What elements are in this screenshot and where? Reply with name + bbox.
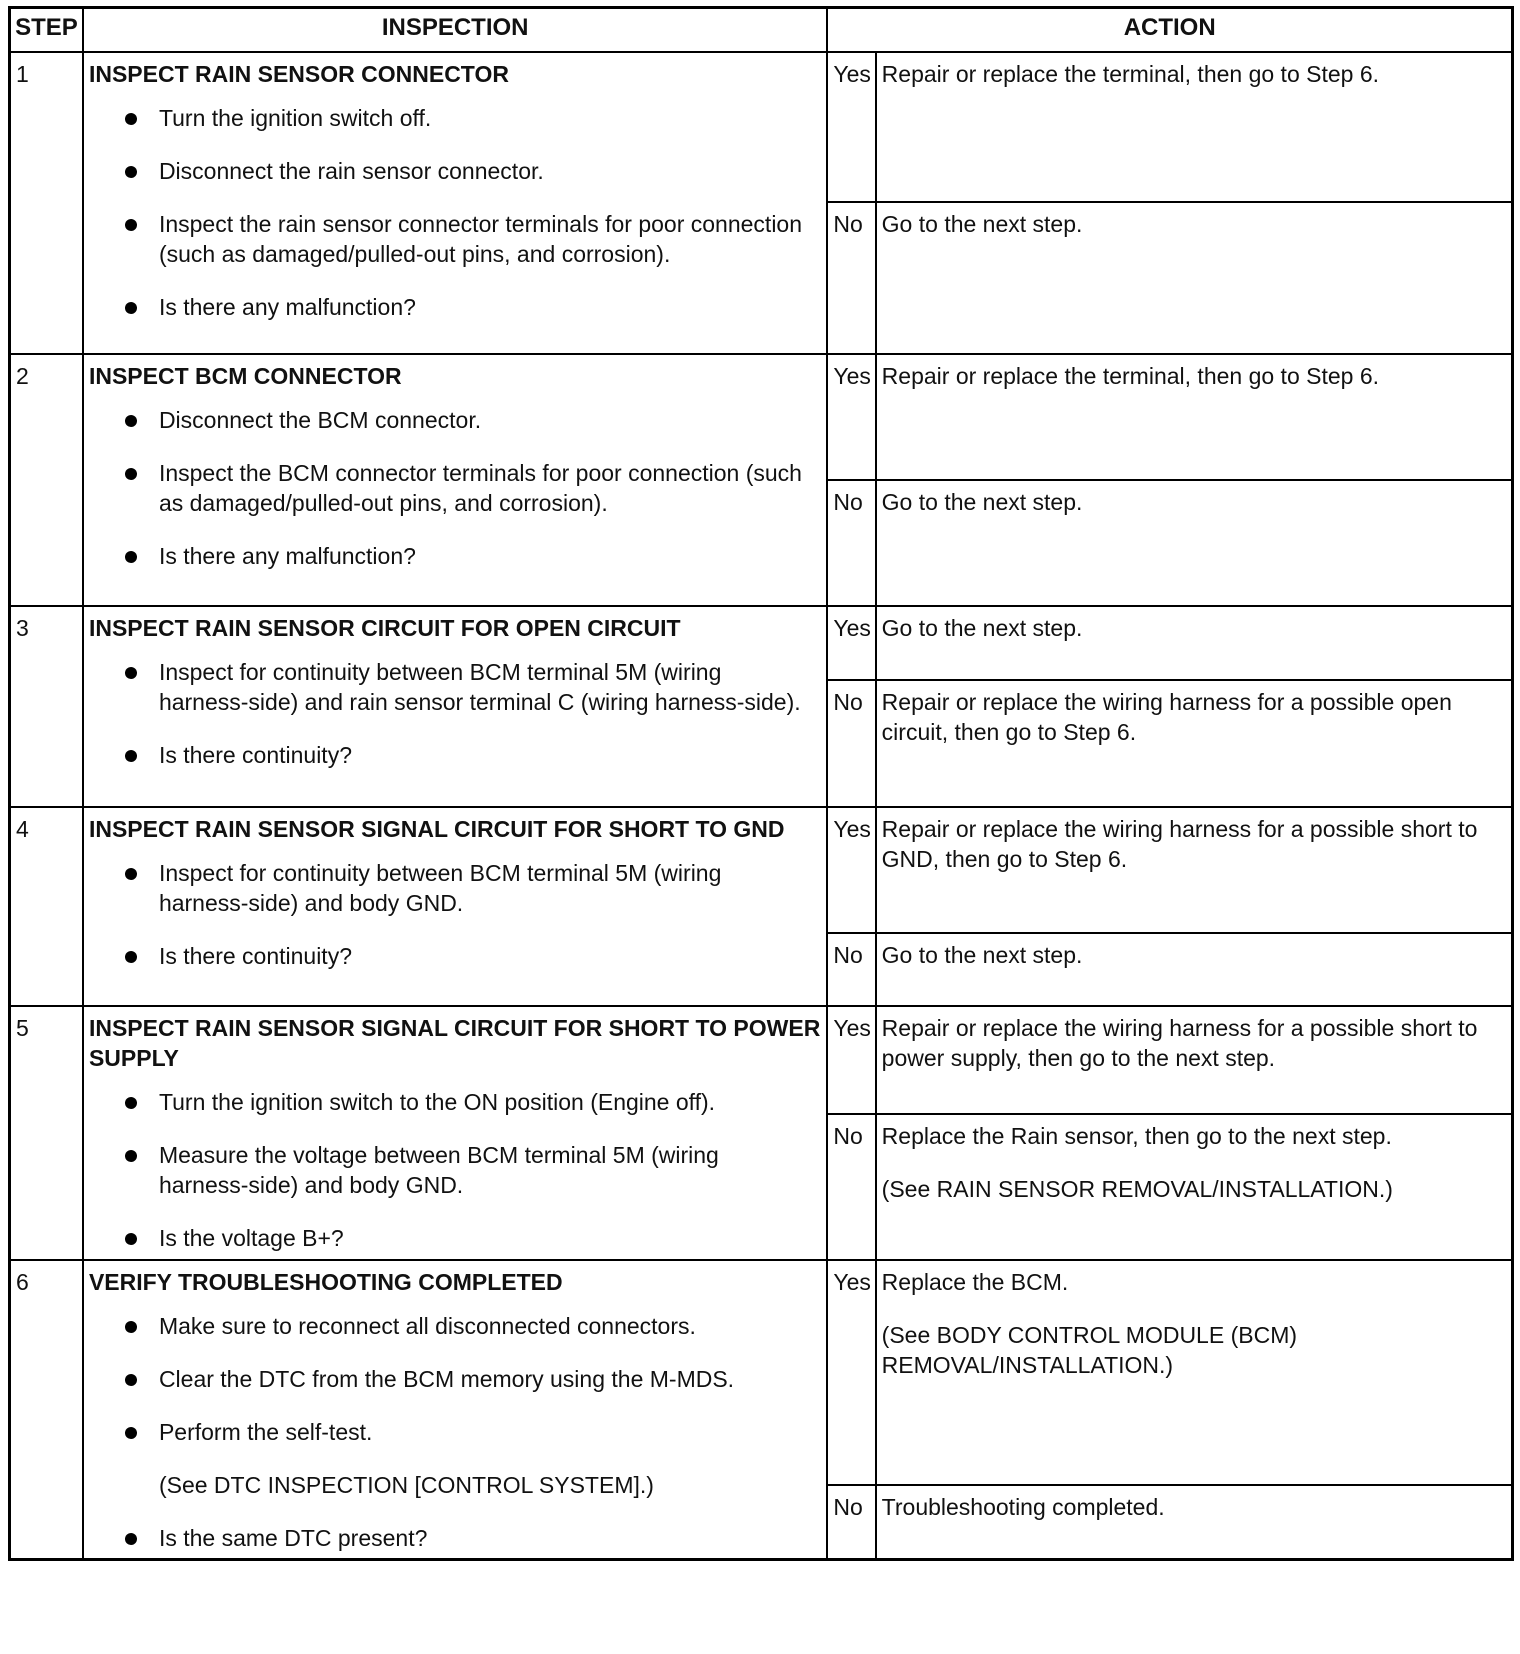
action-text: (See BODY CONTROL MODULE (BCM) REMOVAL/INSTALLATION.) [881,1322,1298,1378]
inspection-item: Perform the self-test. [159,1417,821,1447]
inspection-item: Disconnect the rain sensor connector. [159,156,821,186]
inspection-list [89,858,821,971]
action-text: Go to the next step. [881,489,1083,515]
inspection-item: Is there any malfunction? [159,292,821,322]
inspection-title: INSPECT BCM CONNECTOR [88,363,402,389]
inspection-cell [83,52,827,354]
inspection-title: VERIFY TROUBLESHOOTING COMPLETED [88,1269,563,1295]
inspection-item: Is there continuity? [159,740,821,770]
header-step: STEP [10,8,83,53]
no-action [876,202,1513,354]
header-inspection: INSPECTION [83,8,827,53]
step-number: 3 [10,606,83,807]
no-action [876,480,1513,606]
action-text: Repair or replace the wiring harness for a possible short to power supply, then go to the next step. [881,1015,1478,1071]
action-text: Replace the Rain sensor, then go to the next step. [881,1123,1392,1149]
inspection-list [89,657,821,770]
reference-note: (See DTC INSPECTION [CONTROL SYSTEM].) [158,1472,654,1498]
inspection-item: Is there continuity? [159,941,821,971]
inspection-cell [83,1260,827,1559]
step-row [10,606,1513,680]
yes-label: Yes [827,606,875,680]
inspection-item: Inspect for continuity between BCM terminal 5M (wiring harness-side) and body GND. [159,858,821,918]
no-action [876,933,1513,1006]
action-text: Repair or replace the terminal, then go to Step 6. [881,61,1380,87]
inspection-item: Turn the ignition switch to the ON position (Engine off). [159,1087,821,1117]
action-text: Replace the BCM. [881,1269,1069,1295]
no-action [876,1114,1513,1260]
inspection-cell [83,1006,827,1260]
inspection-list [89,103,821,322]
yes-action [876,606,1513,680]
action-text: Repair or replace the wiring harness for a possible open circuit, then go to Step 6. [881,689,1452,745]
yes-action [876,807,1513,933]
step-row [10,52,1513,202]
step-row [10,354,1513,480]
inspection-item: Make sure to reconnect all disconnected connectors. [159,1311,821,1341]
no-label: No [827,1114,875,1260]
step-row [10,807,1513,933]
inspection-list [89,1311,821,1553]
step-row [10,1260,1513,1485]
yes-label: Yes [827,1260,875,1485]
header-action: ACTION [827,8,1512,53]
step-number: 6 [10,1260,83,1559]
yes-label: Yes [827,52,875,202]
inspection-item: Inspect the rain sensor connector terminals for poor connection (such as damaged/pulled-out pins, and corrosion). [159,209,821,269]
action-text: Go to the next step. [881,211,1083,237]
action-text: Repair or replace the wiring harness for a possible short to GND, then go to Step 6. [881,816,1478,872]
action-text: Go to the next step. [881,615,1083,641]
step-number: 5 [10,1006,83,1260]
yes-action [876,52,1513,202]
no-label: No [827,933,875,1006]
inspection-item: Inspect for continuity between BCM terminal 5M (wiring harness-side) and rain sensor terminal C (wiring harness-side). [159,657,821,717]
no-label: No [827,680,875,807]
step-number: 2 [10,354,83,606]
inspection-item: Clear the DTC from the BCM memory using the M-MDS. [159,1364,821,1394]
step-number: 1 [10,52,83,354]
inspection-item: Turn the ignition switch off. [159,103,821,133]
inspection-list [89,405,821,571]
yes-label: Yes [827,354,875,480]
action-text: (See RAIN SENSOR REMOVAL/INSTALLATION.) [881,1176,1393,1202]
action-text: Repair or replace the terminal, then go to Step 6. [881,363,1380,389]
inspection-item: Disconnect the BCM connector. [159,405,821,435]
no-action [876,680,1513,807]
inspection-list [89,1087,821,1253]
no-label: No [827,1485,875,1559]
action-text: Go to the next step. [881,942,1083,968]
inspection-item: Inspect the BCM connector terminals for poor connection (such as damaged/pulled-out pins, and corrosion). [159,458,821,518]
troubleshooting-document [8,6,1514,1561]
header-row [10,8,1513,53]
inspection-item: Is the same DTC present? [159,1523,821,1553]
inspection-title: INSPECT RAIN SENSOR SIGNAL CIRCUIT FOR SHORT TO GND [88,816,785,842]
yes-label: Yes [827,807,875,933]
no-action [876,1485,1513,1559]
inspection-cell [83,807,827,1006]
inspection-item: Is there any malfunction? [159,541,821,571]
action-text: Troubleshooting completed. [881,1494,1165,1520]
yes-action [876,354,1513,480]
troubleshooting-table [8,6,1514,1561]
inspection-item: Measure the voltage between BCM terminal 5M (wiring harness-side) and body GND. [159,1140,821,1200]
yes-action [876,1006,1513,1114]
step-row [10,1006,1513,1114]
inspection-cell [83,606,827,807]
no-label: No [827,480,875,606]
inspection-title: INSPECT RAIN SENSOR CONNECTOR [88,61,509,87]
inspection-cell [83,354,827,606]
yes-action [876,1260,1513,1485]
inspection-item: Is the voltage B+? [159,1223,821,1253]
yes-label: Yes [827,1006,875,1114]
inspection-title: INSPECT RAIN SENSOR SIGNAL CIRCUIT FOR SHORT TO POWER SUPPLY [88,1015,821,1071]
inspection-title: INSPECT RAIN SENSOR CIRCUIT FOR OPEN CIRCUIT [88,615,681,641]
step-number: 4 [10,807,83,1006]
no-label: No [827,202,875,354]
